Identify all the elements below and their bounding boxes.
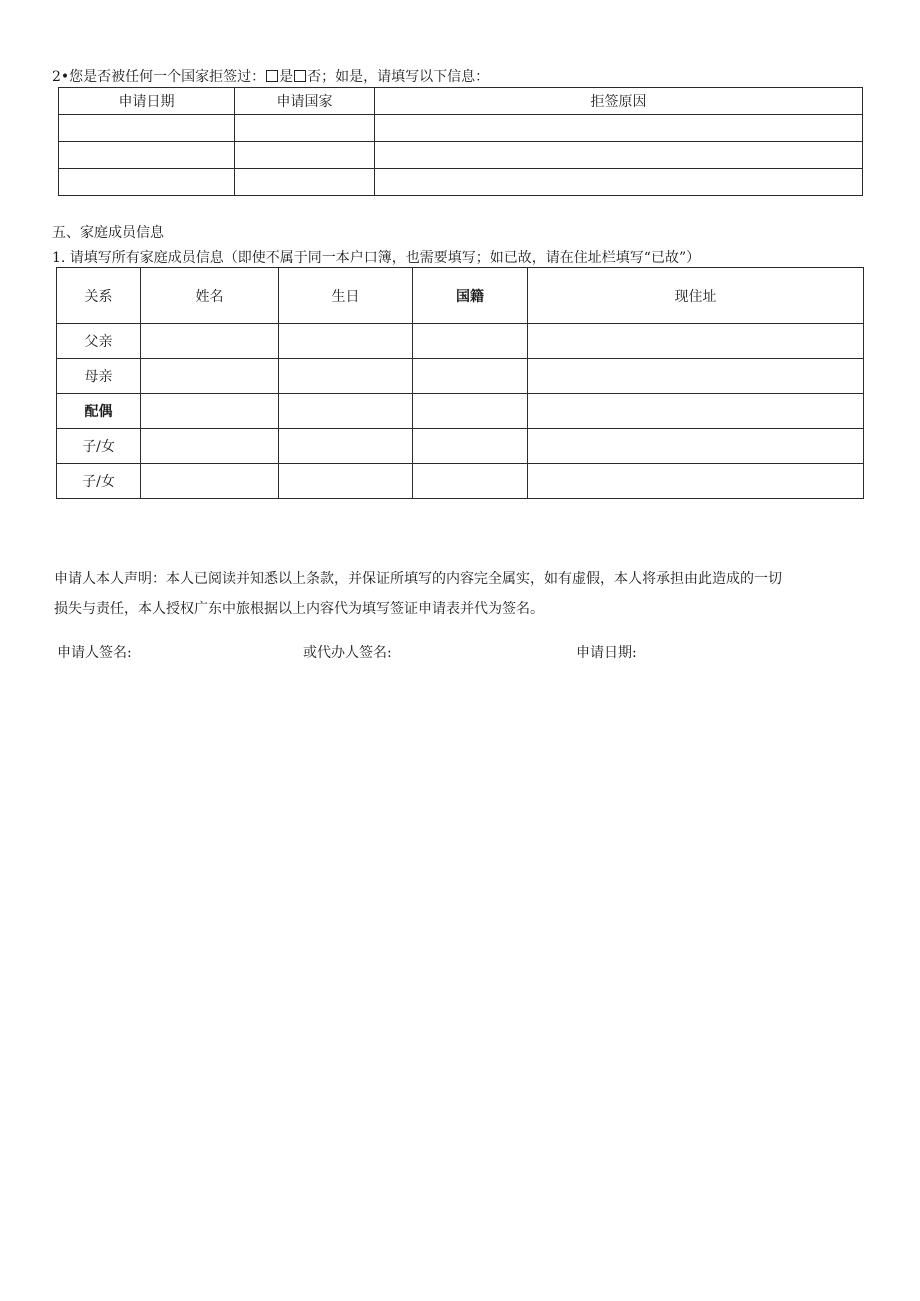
header-birthday: 生日 xyxy=(279,268,413,324)
nationality-cell[interactable] xyxy=(413,464,528,499)
application-date-label: 申请日期: xyxy=(576,645,637,661)
name-cell[interactable] xyxy=(141,324,279,359)
table-row xyxy=(57,359,864,394)
birthday-cell[interactable] xyxy=(279,394,413,429)
family-header-row xyxy=(57,268,864,324)
relation-child: 子/女 xyxy=(57,464,141,499)
header-application-date: 申请日期 xyxy=(59,88,235,115)
refusal-country-cell[interactable] xyxy=(235,115,375,142)
header-refusal-reason: 拒签原因 xyxy=(375,88,863,115)
address-cell[interactable] xyxy=(528,359,864,394)
address-cell[interactable] xyxy=(528,394,864,429)
header-address: 现住址 xyxy=(528,268,864,324)
name-cell[interactable] xyxy=(141,359,279,394)
address-cell[interactable] xyxy=(528,464,864,499)
yes-checkbox[interactable] xyxy=(266,70,278,82)
yes-label: 是 xyxy=(279,69,294,85)
section-title: 五、家庭成员信息 xyxy=(52,225,164,241)
refusal-date-cell[interactable] xyxy=(59,142,235,169)
refusal-question xyxy=(52,66,489,86)
relation-child: 子/女 xyxy=(57,429,141,464)
refusal-country-cell[interactable] xyxy=(235,169,375,196)
relation-spouse: 配偶 xyxy=(57,394,141,429)
refusal-header-row xyxy=(59,88,863,115)
header-name: 姓名 xyxy=(141,268,279,324)
nationality-cell[interactable] xyxy=(413,324,528,359)
nationality-cell[interactable] xyxy=(413,359,528,394)
header-relation: 关系 xyxy=(57,268,141,324)
declaration-line-1: 申请人本人声明：本人已阅读并知悉以上条款，并保证所填写的内容完全属实，如有虚假，本人将承担由此造成的一切 xyxy=(54,571,782,587)
address-cell[interactable] xyxy=(528,429,864,464)
refusal-reason-cell[interactable] xyxy=(375,142,863,169)
address-cell[interactable] xyxy=(528,324,864,359)
declaration-line-2: 损失与责任，本人授权广东中旅根据以上内容代为填写签证申请表并代为签名。 xyxy=(54,601,544,617)
name-cell[interactable] xyxy=(141,429,279,464)
birthday-cell[interactable] xyxy=(279,324,413,359)
table-row xyxy=(57,429,864,464)
relation-mother: 母亲 xyxy=(57,359,141,394)
birthday-cell[interactable] xyxy=(279,464,413,499)
refusal-table xyxy=(58,87,863,196)
family-table xyxy=(56,267,864,499)
refusal-question-text: 2•您是否被任何一个国家拒签过： xyxy=(52,69,266,85)
refusal-reason-cell[interactable] xyxy=(375,169,863,196)
no-label: 否；如是，请填写以下信息： xyxy=(307,69,490,85)
table-row xyxy=(59,115,863,142)
table-row xyxy=(59,142,863,169)
agent-signature-label: 或代办人签名: xyxy=(303,645,392,661)
declaration xyxy=(54,564,864,624)
birthday-cell[interactable] xyxy=(279,429,413,464)
refusal-date-cell[interactable] xyxy=(59,115,235,142)
table-row xyxy=(57,394,864,429)
header-nationality: 国籍 xyxy=(413,268,528,324)
birthday-cell[interactable] xyxy=(279,359,413,394)
table-row xyxy=(59,169,863,196)
nationality-cell[interactable] xyxy=(413,429,528,464)
relation-father: 父亲 xyxy=(57,324,141,359)
no-checkbox[interactable] xyxy=(294,70,306,82)
family-instruction: 1. 请填写所有家庭成员信息（即使不属于同一本户口簿，也需要填写；如已故，请在住址栏填写“已故”） xyxy=(52,250,701,266)
nationality-cell[interactable] xyxy=(413,394,528,429)
refusal-date-cell[interactable] xyxy=(59,169,235,196)
name-cell[interactable] xyxy=(141,394,279,429)
table-row xyxy=(57,464,864,499)
table-row xyxy=(57,324,864,359)
refusal-country-cell[interactable] xyxy=(235,142,375,169)
header-application-country: 申请国家 xyxy=(235,88,375,115)
name-cell[interactable] xyxy=(141,464,279,499)
applicant-signature-label: 申请人签名: xyxy=(57,645,132,661)
refusal-reason-cell[interactable] xyxy=(375,115,863,142)
